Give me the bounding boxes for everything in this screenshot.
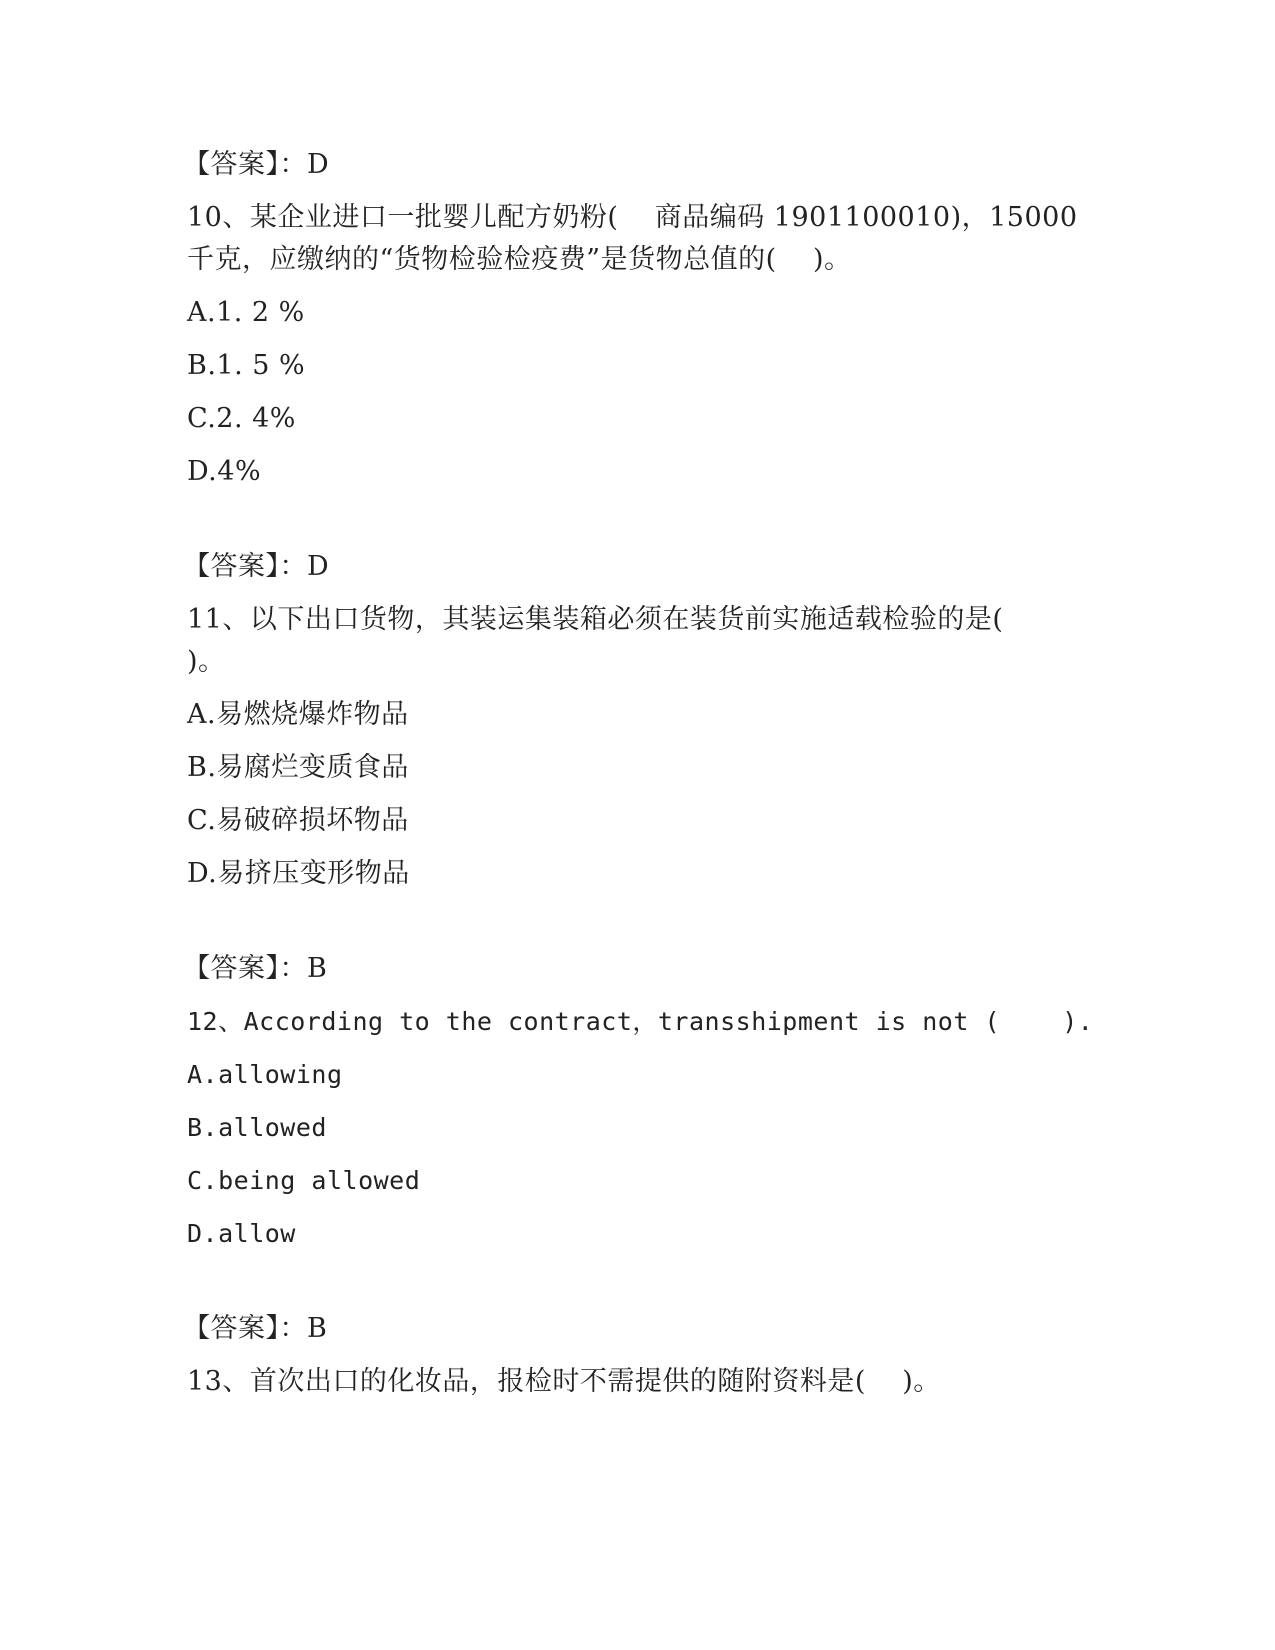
question-13-line-1: 13、首次出口的化妆品，报检时不需提供的随附资料是( )。 — [187, 1366, 941, 1397]
question-12-option-b: B.allowed — [187, 1113, 327, 1142]
question-10-option-b: B.1. 5 % — [187, 350, 306, 381]
question-11-option-a: A.易燃烧爆炸物品 — [187, 699, 409, 730]
question-10-option-c: C.2. 4% — [187, 403, 296, 434]
question-11-option-b: B.易腐烂变质食品 — [187, 752, 409, 783]
question-12-option-a: A.allowing — [187, 1060, 343, 1089]
question-12-option-d: D.allow — [187, 1219, 296, 1248]
question-10-option-d: D.4% — [187, 456, 262, 487]
answer-10: 【答案】：D — [183, 551, 330, 582]
answer-11: 【答案】：B — [183, 953, 328, 984]
question-10-option-a: A.1. 2 % — [187, 297, 305, 328]
question-11-line-1: 11、以下出口货物，其装运集装箱必须在装货前实施适载检验的是( — [187, 604, 1004, 635]
answer-12: 【答案】：B — [183, 1313, 328, 1344]
question-12-option-c: C.being allowed — [187, 1166, 421, 1195]
answer-9: 【答案】：D — [183, 149, 330, 180]
question-11-option-c: C.易破碎损坏物品 — [187, 805, 409, 836]
question-10-line-1: 10、某企业进口一批婴儿配方奶粉( 商品编码 1901100010)，15000 — [187, 202, 1078, 233]
question-11-line-2: )。 — [187, 646, 226, 677]
question-11-option-d: D.易挤压变形物品 — [187, 858, 410, 889]
question-12-line-1: 12、According to the contract，transshipment is not ( ). — [187, 1007, 1094, 1036]
question-10-line-2: 千克，应缴纳的“货物检验检疫费”是货物总值的( )。 — [187, 244, 852, 275]
